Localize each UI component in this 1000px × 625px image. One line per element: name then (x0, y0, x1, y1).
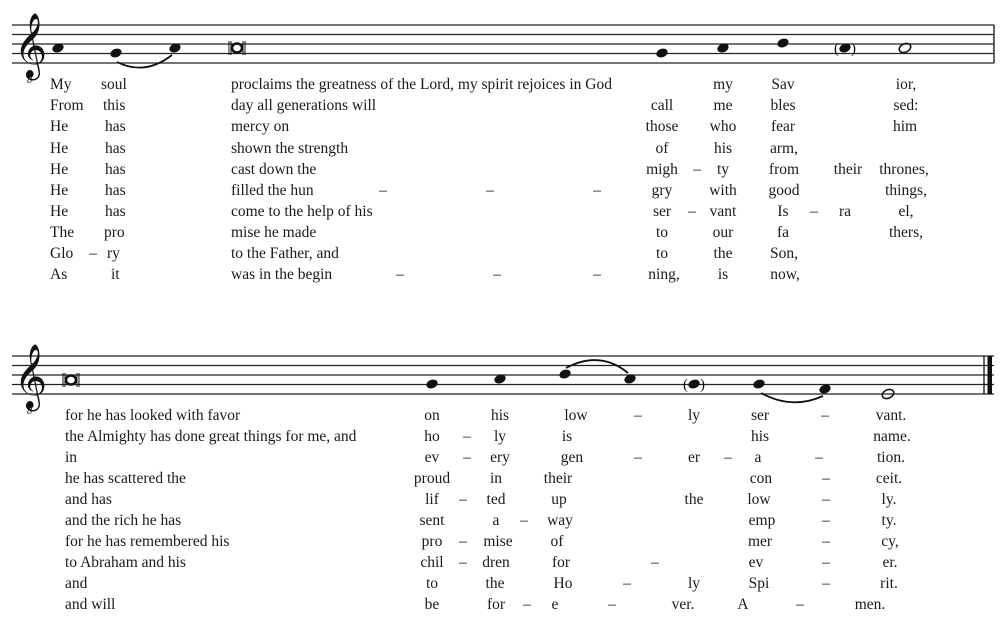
syllable: name. (873, 428, 911, 445)
verse-line (0, 223, 1000, 245)
syllable: pro (104, 224, 125, 241)
syllable: He (50, 203, 69, 220)
verse-line (0, 181, 1000, 203)
syllable: has (105, 140, 126, 157)
syllable: of (550, 533, 564, 550)
hyphen: – (593, 182, 601, 199)
verse-line (0, 117, 1000, 139)
syllable: fear (770, 118, 796, 135)
syllable: ra (838, 203, 852, 220)
recitation-text: shown the strength (231, 140, 349, 157)
hyphen: – (520, 512, 528, 529)
syllable: his (713, 140, 733, 157)
recitation-text: filled the hun (231, 182, 314, 199)
syllable: cy, (881, 533, 899, 550)
hyphen: – (822, 512, 830, 529)
svg-text:): ) (851, 41, 856, 57)
syllable: mer (747, 533, 773, 550)
verse-line (0, 244, 1000, 266)
hyphen: – (463, 449, 471, 466)
syllable: As (50, 266, 68, 283)
syllable: el, (898, 203, 914, 220)
syllable: ev (424, 449, 440, 466)
hyphen: – (396, 266, 404, 283)
syllable: my (713, 76, 733, 93)
note-g (425, 378, 439, 390)
syllable: a (492, 512, 500, 529)
syllable: vant. (875, 407, 907, 424)
svg-text:(: ( (683, 377, 688, 393)
verse-line (0, 139, 1000, 161)
hyphen: – (459, 533, 467, 550)
syllable: be (424, 596, 440, 613)
syllable: it (111, 266, 120, 283)
hyphen: – (822, 533, 830, 550)
syllable: ly (493, 428, 507, 445)
syllable: way (547, 512, 573, 529)
syllable: for (486, 596, 506, 613)
syllable: their (833, 161, 863, 178)
recitation-text: was in the begin (231, 266, 333, 283)
syllable: ted (486, 491, 506, 508)
syllable: of (655, 140, 669, 157)
recitation-text: he has scattered the (65, 470, 186, 487)
recitation-text: come to the help of his (231, 203, 373, 220)
syllable: who (709, 118, 737, 135)
verse-line (0, 406, 1000, 428)
syllable: low (747, 491, 771, 508)
note-g (752, 378, 766, 390)
recitation-text: and will (65, 596, 116, 613)
syllable: gen (560, 449, 584, 466)
syllable: rit. (880, 575, 898, 592)
syllable: ior, (895, 76, 917, 93)
syllable: thrones, (879, 161, 929, 178)
syllable: Spi (748, 575, 770, 592)
syllable: ery (490, 449, 510, 466)
reciting-breve-icon (63, 373, 79, 387)
verse-line (0, 202, 1000, 224)
syllable: the (713, 245, 733, 262)
recitation-text: to the Father, and (231, 245, 339, 262)
hyphen: – (810, 203, 818, 220)
syllable: ry (107, 245, 120, 262)
syllable: to (655, 224, 669, 241)
syllable: me (713, 97, 733, 114)
syllable: low (564, 407, 588, 424)
syllable: ser (750, 407, 770, 424)
syllable: from (768, 161, 800, 178)
slur (117, 55, 172, 68)
hyphen: – (651, 554, 659, 571)
verse-line (0, 160, 1000, 182)
verse-line (0, 574, 1000, 596)
verse-line (0, 469, 1000, 491)
note-b (558, 368, 572, 380)
syllable: emp (748, 512, 776, 529)
reciting-breve-icon (229, 41, 245, 55)
syllable: con (749, 470, 773, 487)
syllable: sent (419, 512, 445, 529)
verse-line (0, 511, 1000, 533)
syllable: ver. (671, 596, 695, 613)
recitation-text: in (65, 449, 78, 466)
hyphen: – (822, 470, 830, 487)
syllable: those (645, 118, 679, 135)
verse-line (0, 553, 1000, 575)
hyphen: – (593, 266, 601, 283)
syllable: is (717, 266, 729, 283)
syllable: arm, (770, 140, 798, 157)
verse-line (0, 532, 1000, 554)
syllable: Glo (50, 245, 74, 262)
syllable: our (712, 224, 734, 241)
hyphen: – (379, 182, 387, 199)
syllable: ly (687, 407, 701, 424)
hyphen: – (821, 407, 829, 424)
syllable: er (687, 449, 701, 466)
svg-text:8: 8 (27, 406, 32, 417)
syllable: him (892, 118, 918, 135)
syllable: Son, (770, 245, 798, 262)
syllable: chil (420, 554, 444, 571)
syllable: e (551, 596, 559, 613)
syllable: ty. (881, 512, 897, 529)
syllable: his (490, 407, 510, 424)
syllable: ly. (881, 491, 897, 508)
hyphen: – (634, 407, 642, 424)
syllable: migh (646, 161, 678, 178)
hyphen: – (459, 554, 467, 571)
syllable: er. (882, 554, 898, 571)
recitation-text: for he has remembered his (65, 533, 230, 550)
syllable: tion. (877, 449, 905, 466)
hyphen: – (486, 182, 494, 199)
hyphen: – (724, 449, 732, 466)
recitation-text: proclaims the greatness of the Lord, my spirit rejoices in God (231, 76, 612, 93)
syllable: ceit. (875, 470, 903, 487)
note-g-optional (687, 378, 701, 390)
recitation-text: and the rich he has (65, 512, 182, 529)
syllable: call (650, 97, 674, 114)
syllable: his (750, 428, 770, 445)
syllable: fa (776, 224, 790, 241)
hyphen: – (89, 245, 97, 262)
verse-line (0, 427, 1000, 449)
hyphen: – (796, 596, 804, 613)
syllable: ho (424, 428, 440, 445)
syllable: My (50, 76, 72, 93)
syllable: ly (687, 575, 701, 592)
recitation-text: and (65, 575, 88, 592)
syllable: ty (716, 161, 730, 178)
syllable: to (655, 245, 669, 262)
syllable: has (105, 203, 126, 220)
syllable: A (737, 596, 749, 613)
syllable: sed: (893, 97, 919, 114)
syllable: to (425, 575, 439, 592)
hyphen: – (608, 596, 616, 613)
note-g (109, 47, 123, 59)
recitation-text: cast down the (231, 161, 317, 178)
hyphen: – (523, 596, 531, 613)
syllable: has (105, 118, 126, 135)
verse-line (0, 448, 1000, 470)
recitation-text: to Abraham and his (65, 554, 186, 571)
syllable: He (50, 118, 69, 135)
verse-line (0, 595, 1000, 617)
svg-text:𝄞: 𝄞 (14, 344, 48, 409)
syllable: mise (483, 533, 513, 550)
syllable: a (754, 449, 762, 466)
syllable: has (105, 182, 126, 199)
syllable: vant (709, 203, 737, 220)
syllable: He (50, 182, 69, 199)
syllable: From (50, 97, 84, 114)
note-heads (51, 37, 912, 59)
syllable: on (424, 407, 440, 424)
hyphen: – (623, 575, 631, 592)
hyphen: – (815, 449, 823, 466)
syllable: in (489, 470, 503, 487)
hyphen: – (822, 554, 830, 571)
syllable: up (551, 491, 567, 508)
syllable: good (768, 182, 800, 199)
syllable: ning, (648, 266, 680, 283)
recitation-text: day all generations will (231, 97, 377, 114)
hyphen: – (463, 428, 471, 445)
svg-text:8: 8 (27, 75, 32, 86)
note-b (776, 37, 790, 49)
hyphen: – (822, 491, 830, 508)
note-g (655, 47, 669, 59)
hyphen: – (493, 266, 501, 283)
syllable: is (561, 428, 573, 445)
svg-text:(: ( (834, 41, 839, 57)
hyphen: – (459, 491, 467, 508)
syllable: ev (748, 554, 764, 571)
recitation-text: mercy on (231, 118, 290, 135)
syllable: proud (413, 470, 451, 487)
syllable: the (485, 575, 505, 592)
syllable: men. (854, 596, 886, 613)
svg-text:𝄞: 𝄞 (14, 13, 48, 78)
syllable: Ho (553, 575, 573, 592)
syllable: has (105, 161, 126, 178)
slur (566, 360, 628, 373)
hyphen: – (693, 161, 701, 178)
verse-line (0, 75, 1000, 97)
syllable: things, (885, 182, 927, 199)
syllable: ser (652, 203, 672, 220)
syllable: gry (651, 182, 673, 199)
syllable: their (543, 470, 573, 487)
syllable: with (709, 182, 737, 199)
syllable: now, (770, 266, 800, 283)
syllable: soul (101, 76, 127, 93)
syllable: this (103, 97, 126, 114)
syllable: Is (777, 203, 789, 220)
syllable: thers, (888, 224, 924, 241)
hyphen: – (634, 449, 642, 466)
recitation-text: and has (65, 491, 112, 508)
syllable: pro (421, 533, 443, 550)
syllable: Sav (771, 76, 795, 93)
recitation-text: mise he made (231, 224, 317, 241)
recitation-text: the Almighty has done great things for me, and (65, 428, 357, 445)
recitation-text: for he has looked with favor (65, 407, 241, 424)
verse-line (0, 490, 1000, 512)
syllable: dren (482, 554, 510, 571)
verse-line (0, 96, 1000, 118)
syllable: bles (770, 97, 796, 114)
syllable: the (684, 491, 704, 508)
hyphen: – (822, 575, 830, 592)
verse-line (0, 265, 1000, 287)
syllable: for (551, 554, 571, 571)
hyphen: – (688, 203, 696, 220)
syllable: lif (425, 491, 439, 508)
syllable: The (50, 224, 75, 241)
svg-text:): ) (700, 377, 705, 393)
syllable: He (50, 161, 69, 178)
syllable: He (50, 140, 69, 157)
